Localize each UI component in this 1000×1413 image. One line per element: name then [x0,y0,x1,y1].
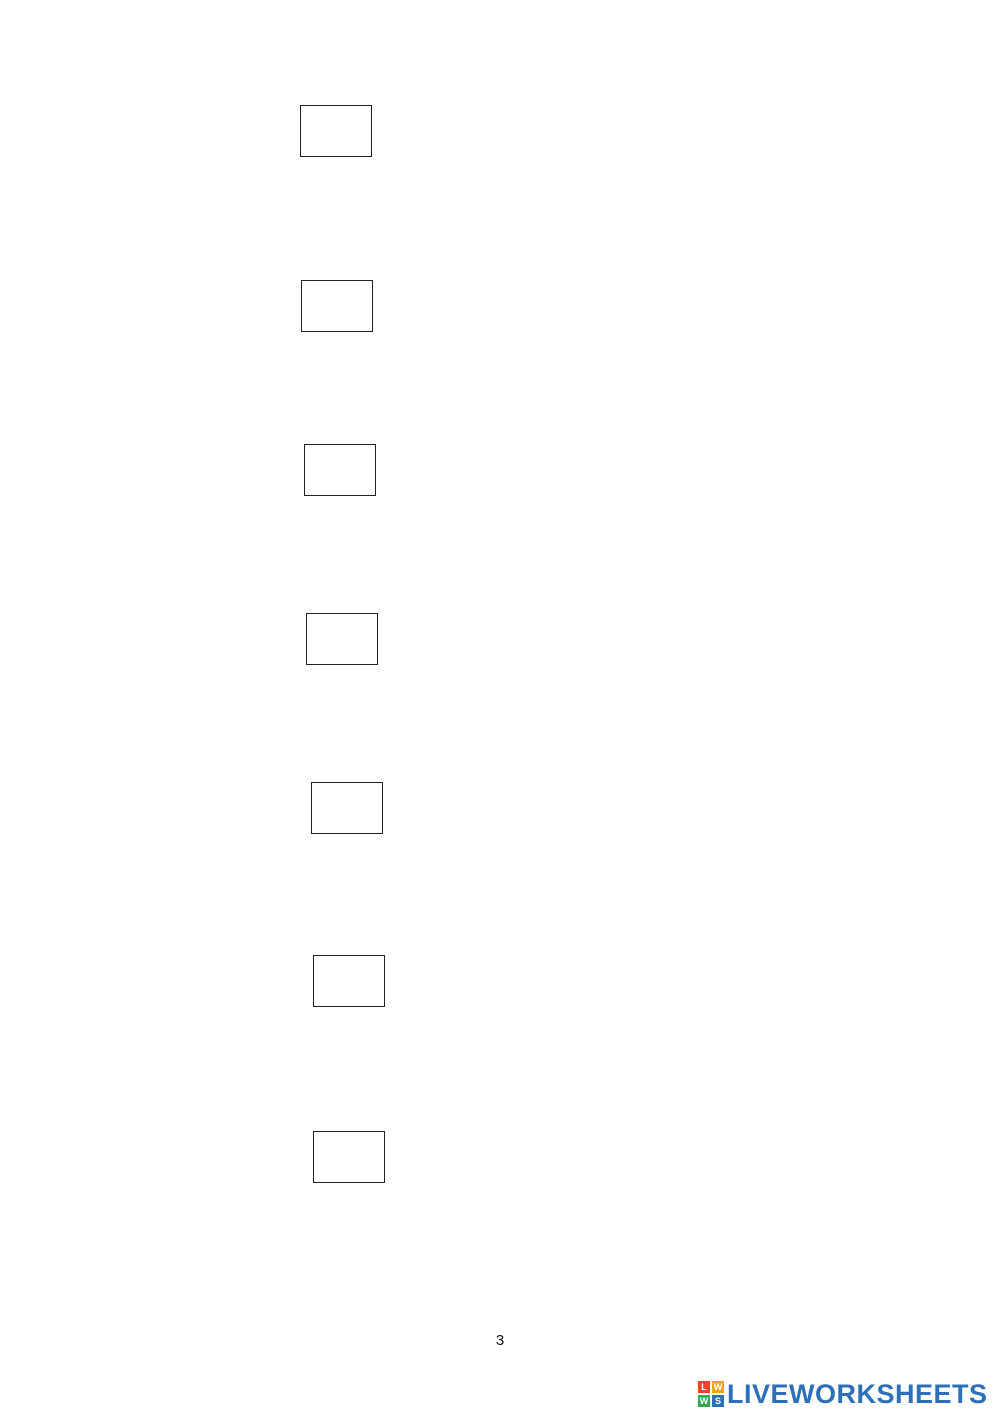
question-15-answer-box[interactable] [301,280,373,332]
brand-name: LIVEWORKSHEETS [727,1378,988,1409]
question-16-answer-box[interactable] [304,444,376,496]
liveworksheets-brand[interactable] [698,1378,988,1410]
question-20-answer-box[interactable] [313,1131,385,1183]
question-18-answer-box[interactable] [311,782,383,834]
question-14-answer-box[interactable] [300,105,372,157]
liveworksheets-logo-icon: L W W S [699,1382,723,1406]
page-number: 3 [495,1332,505,1349]
question-19-answer-box[interactable] [313,955,385,1007]
question-17-answer-box[interactable] [306,613,378,665]
